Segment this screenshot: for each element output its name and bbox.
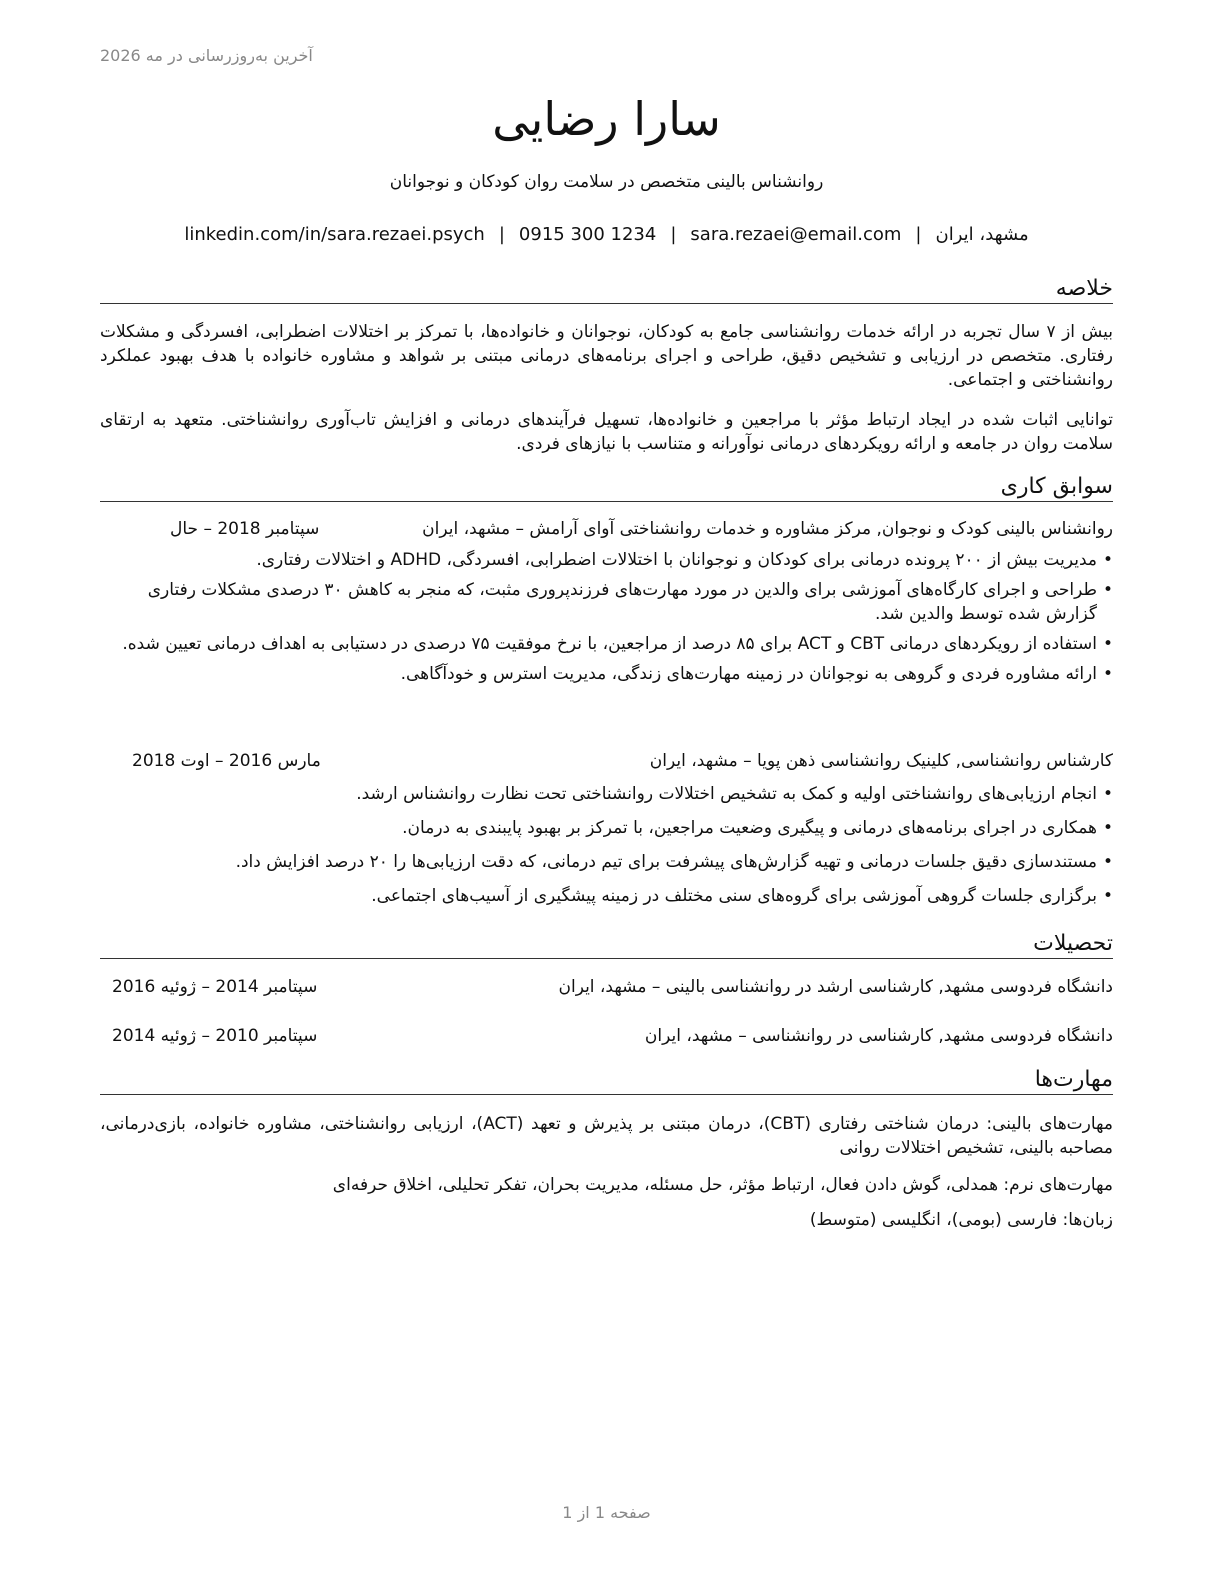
- education-item: [100, 977, 1113, 1001]
- job-org: کارشناس روانشناسی, کلینیک روانشناسی ذهن پویا – مشهد، ایران: [649, 751, 1113, 771]
- education-date: سپتامبر 2014 – ژوئیه 2016: [112, 977, 318, 997]
- candidate-name: سارا رضایی: [492, 92, 721, 146]
- job-bullet: • همکاری در اجرای برنامه‌های درمانی و پیگیری وضعیت مراجعین، با تمرکز بر بهبود پایبندی به درمان.: [100, 816, 1113, 840]
- contact-separator: |: [498, 224, 505, 245]
- summary-heading: خلاصه: [100, 276, 1113, 304]
- contact-location: مشهد، ایران: [935, 224, 1029, 245]
- contact-phone: 0915 300 1234: [518, 224, 657, 245]
- page-number: صفحه 1 از 1: [562, 1503, 651, 1522]
- contact-email[interactable]: sara.rezaei@email.com: [690, 224, 902, 245]
- contact-separator: |: [915, 224, 922, 245]
- job-bullets: [100, 548, 1113, 692]
- skills-heading: مهارت‌ها: [100, 1067, 1113, 1095]
- job-bullet: • برگزاری جلسات گروهی آموزشی برای گروه‌های سنی مختلف در زمینه پیشگیری از آسیب‌های اجتماعی.: [100, 884, 1113, 908]
- skills-languages: زبان‌ها: فارسی (بومی)، انگلیسی (متوسط): [809, 1210, 1113, 1230]
- summary-paragraph-1: بیش از ۷ سال تجربه در ارائه خدمات روانشناسی جامع به کودکان، نوجوانان و خانواده‌ها، با تمرکز بر اختلالات اضطرابی، افسردگی و مشکلات رفتاری. متخصص در ارزیابی و تشخیص دقیق، طراحی و اجرای برنامه‌های درمانی مبتنی بر شواهد و مشاوره خانواده با هدف بهبود عملکرد روانشناختی و اجتماعی.: [100, 322, 1113, 390]
- education-org: دانشگاه فردوسی مشهد, کارشناسی در روانشناسی – مشهد، ایران: [644, 1026, 1113, 1046]
- job-bullet: • انجام ارزیابی‌های روانشناختی اولیه و کمک به تشخیص اختلالات روانشناختی تحت نظارت روانشناس ارشد.: [100, 782, 1113, 806]
- job-bullet: • طراحی و اجرای کارگاه‌های آموزشی برای والدین در مورد مهارت‌های فرزندپروری مثبت، که منجر به کاهش ۳۰ درصدی مشکلات رفتاری گزارش شده توسط والدین شد.: [100, 578, 1113, 626]
- education-date: سپتامبر 2010 – ژوئیه 2014: [112, 1026, 318, 1046]
- job-date: مارس 2016 – اوت 2018: [132, 751, 321, 771]
- skills-clinical: مهارت‌های بالینی: درمان شناختی رفتاری (CBT)، درمان مبتنی بر پذیرش و تعهد (ACT)، ارزیابی روانشناختی، مشاوره خانواده، بازی‌درمانی، مصاحبه بالینی، تشخیص اختلالات روانی: [100, 1114, 1113, 1158]
- contact-line: [100, 224, 1113, 245]
- job-org: روانشناس بالینی کودک و نوجوان, مرکز مشاوره و خدمات روانشناختی آوای آرامش – مشهد، ایران: [422, 519, 1113, 539]
- resume-page: [100, 0, 1113, 1584]
- contact-separator: |: [670, 224, 677, 245]
- education-item: [100, 1026, 1113, 1050]
- job-bullet: • استفاده از رویکردهای درمانی CBT و ACT برای ۸۵ درصد از مراجعین، با نرخ موفقیت ۷۵ درصدی در دستیابی به اهداف درمانی تعیین شده.: [100, 632, 1113, 656]
- job-bullet: • مستندسازی دقیق جلسات درمانی و تهیه گزارش‌های پیشرفت برای تیم درمانی، که دقت ارزیابی‌ها را ۲۰ درصد افزایش داد.: [100, 850, 1113, 874]
- job-header: [100, 751, 1113, 775]
- education-heading: تحصیلات: [100, 931, 1113, 959]
- job-date: سپتامبر 2018 – حال: [170, 519, 320, 539]
- experience-heading: سوابق کاری: [100, 474, 1113, 502]
- summary-paragraph-2: توانایی اثبات شده در ایجاد ارتباط مؤثر با مراجعین و خانواده‌ها، تسهیل فرآیندهای درمانی و افزایش تاب‌آوری روانشناختی. متعهد به ارتقای سلامت روان در جامعه و ارائه رویکردهای درمانی نوآورانه و متناسب با نیازهای فردی.: [100, 410, 1113, 454]
- skills-soft: مهارت‌های نرم: همدلی، گوش دادن فعال، ارتباط مؤثر، حل مسئله، مدیریت بحران، تفکر تحلیلی، اخلاق حرفه‌ای: [332, 1175, 1113, 1195]
- job-header: [100, 519, 1113, 543]
- contact-linkedin[interactable]: linkedin.com/in/sara.rezaei.psych: [184, 224, 485, 245]
- job-bullet: • ارائه مشاوره فردی و گروهی به نوجوانان در زمینه مهارت‌های زندگی، مدیریت استرس و خودآگاهی.: [100, 662, 1113, 686]
- candidate-title: روانشناس بالینی متخصص در سلامت روان کودکان و نوجوانان: [389, 172, 824, 192]
- education-org: دانشگاه فردوسی مشهد, کارشناسی ارشد در روانشناسی بالینی – مشهد، ایران: [558, 977, 1113, 997]
- job-bullets: [100, 782, 1113, 914]
- job-bullet: • مدیریت بیش از ۲۰۰ پرونده درمانی برای کودکان و نوجوانان با اختلالات اضطرابی، افسردگی، ADHD و اختلالات رفتاری.: [100, 548, 1113, 572]
- last-updated: آخرین به‌روزرسانی در مه 2026: [100, 46, 313, 65]
